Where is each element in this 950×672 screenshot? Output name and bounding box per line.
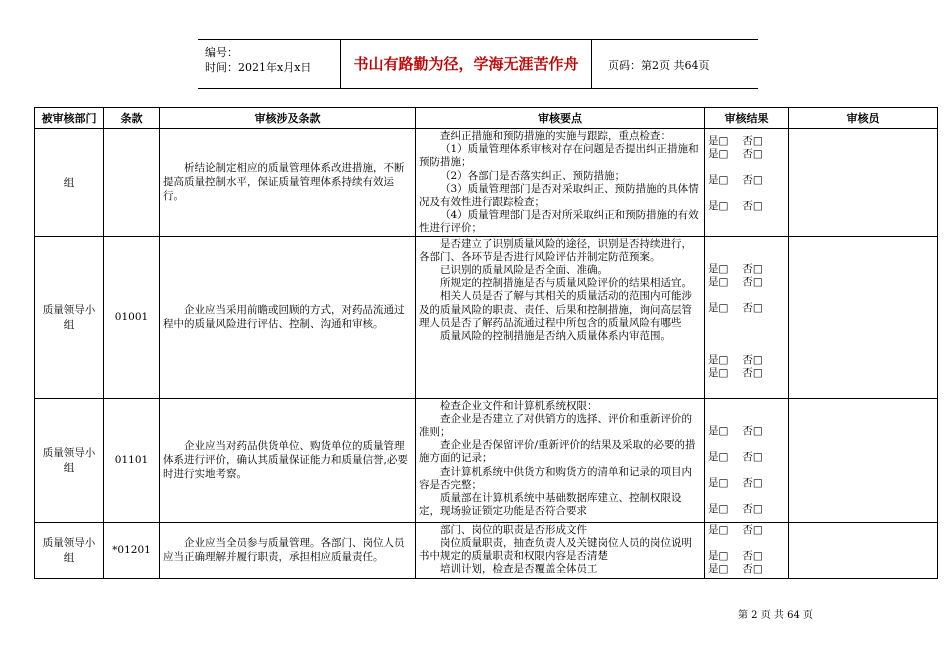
point-item: 查纠正措施和预防措施的实施与跟踪，重点检查： bbox=[440, 130, 671, 142]
time-label: 时间：2021年x月x日 bbox=[205, 61, 312, 74]
clause-text-cell: 企业应当对药品供货单位、购货单位的质量管理体系进行评价，确认其质量保证能力和质量信誉,必要时进行实地考察。 bbox=[160, 398, 416, 522]
audit-table bbox=[34, 107, 938, 579]
clause-text-cell: 企业应当全员参与质量管理。各部门、岗位人员应当正确理解并履行职责，承担相应质量责任。 bbox=[160, 522, 416, 578]
clause-cell: 01001 bbox=[104, 236, 160, 398]
point-item: 查企业是否保留评价/重新评价的结果及采取的必要的措施方面的记录； bbox=[419, 439, 696, 465]
col-header-dept: 被审核部门 bbox=[35, 108, 104, 129]
dept-cell: 质量领导小组 bbox=[35, 398, 104, 522]
results-cell bbox=[705, 522, 789, 578]
col-header-clause-text: 审核涉及条款 bbox=[160, 108, 416, 129]
points-cell bbox=[416, 522, 705, 578]
result-pair bbox=[708, 477, 785, 490]
results-cell bbox=[705, 398, 789, 522]
points-cell bbox=[416, 398, 705, 522]
clause-cell: 01101 bbox=[104, 398, 160, 522]
result-pair bbox=[708, 503, 785, 516]
point-item: 培训计划，检查是否覆盖全体员工 bbox=[440, 563, 598, 576]
result-pair bbox=[708, 425, 785, 438]
page-footer: 第 2 页 共 64 页 bbox=[738, 610, 813, 621]
table-header-row bbox=[35, 108, 938, 129]
no-checkbox[interactable]: 否□ bbox=[742, 200, 763, 212]
clause-text-cell: 企业应当采用前瞻或回顾的方式，对药品流通过程中的质量风险进行评估、控制、沟通和审核。 bbox=[160, 236, 416, 398]
col-header-points: 审核要点 bbox=[416, 108, 705, 129]
result-pair bbox=[708, 135, 785, 148]
auditor-cell[interactable] bbox=[789, 129, 938, 237]
points-cell bbox=[416, 129, 705, 237]
result-pair bbox=[708, 263, 785, 276]
point-item: （3）质量管理部门是否对采取纠正、预防措施的具体情况及有效性进行跟踪检查； bbox=[419, 182, 699, 209]
no-checkbox[interactable]: 否□ bbox=[742, 275, 763, 288]
dept-cell: 质量领导小组 bbox=[35, 522, 104, 578]
point-item: 部门、岗位的职责是否形成文件 bbox=[440, 523, 587, 536]
point-item: （4）质量管理部门是否对所采取纠正和预防措施的有效性进行评价； bbox=[419, 209, 699, 235]
page-header bbox=[198, 39, 758, 89]
yes-checkbox[interactable]: 是□ bbox=[708, 262, 729, 275]
yes-checkbox[interactable]: 是□ bbox=[708, 476, 729, 489]
point-item: 所规定的控制措施是否与质量风险评价的结果相适宜。 bbox=[440, 277, 692, 290]
no-checkbox[interactable]: 否□ bbox=[742, 353, 763, 366]
number-label: 编号： bbox=[205, 46, 238, 59]
result-pair bbox=[708, 550, 785, 563]
dept-cell: 组 bbox=[35, 129, 104, 237]
point-item: （1）质量管理体系审核对存在问题是否提出纠正措施和预防措施； bbox=[419, 143, 699, 169]
point-item: 相关人员是否了解与其相关的质量活动的范围内可能涉及的质量风险的职责、责任、后果和控制措施，询问高层管理人员是否了解药品流通过程中所包含的质量风险有哪些 bbox=[419, 290, 692, 329]
point-item: 质量风险的控制措施是否纳入质量体系内审范围。 bbox=[440, 330, 671, 343]
table-row bbox=[35, 236, 938, 398]
point-item: 检查企业文件和计算机系统权限： bbox=[440, 399, 598, 412]
result-pair bbox=[708, 354, 785, 367]
col-header-clause: 条款 bbox=[104, 108, 160, 129]
point-item: 查企业是否建立了对供销方的选择、评价和重新评价的准则； bbox=[419, 412, 692, 439]
yes-checkbox[interactable]: 是□ bbox=[708, 301, 729, 314]
yes-checkbox[interactable]: 是□ bbox=[708, 424, 729, 437]
dept-cell: 质量领导小组 bbox=[35, 236, 104, 398]
point-item: 质量部在计算机系统中基础数据库建立、控制权限设定，现场验证锁定功能是否符合要求 bbox=[419, 492, 682, 518]
no-checkbox[interactable]: 否□ bbox=[742, 549, 763, 562]
yes-checkbox[interactable]: 是□ bbox=[708, 562, 729, 575]
no-checkbox[interactable]: 否□ bbox=[742, 135, 763, 147]
no-checkbox[interactable]: 否□ bbox=[742, 148, 763, 160]
auditor-cell[interactable] bbox=[789, 398, 938, 522]
no-checkbox[interactable]: 否□ bbox=[742, 450, 763, 463]
no-checkbox[interactable]: 否□ bbox=[742, 476, 763, 489]
result-pair bbox=[708, 367, 785, 380]
no-checkbox[interactable]: 否□ bbox=[742, 562, 763, 575]
yes-checkbox[interactable]: 是□ bbox=[708, 450, 729, 463]
clause-cell bbox=[104, 129, 160, 237]
result-pair bbox=[708, 148, 785, 161]
results-cell bbox=[705, 236, 789, 398]
result-pair bbox=[708, 302, 785, 315]
auditor-cell[interactable] bbox=[789, 236, 938, 398]
yes-checkbox[interactable]: 是□ bbox=[708, 135, 729, 147]
points-cell bbox=[416, 236, 705, 398]
auditor-cell[interactable] bbox=[789, 522, 938, 578]
result-pair bbox=[708, 524, 785, 537]
no-checkbox[interactable]: 否□ bbox=[742, 424, 763, 437]
table-row bbox=[35, 522, 938, 578]
header-meta bbox=[205, 45, 311, 75]
col-header-auditor: 审核员 bbox=[789, 108, 938, 129]
result-pair bbox=[708, 174, 785, 187]
point-item: （2）各部门是否落实纠正、预防措施； bbox=[440, 169, 626, 182]
result-pair bbox=[708, 451, 785, 464]
result-pair bbox=[708, 200, 785, 213]
clause-cell: *01201 bbox=[104, 522, 160, 578]
yes-checkbox[interactable]: 是□ bbox=[708, 174, 729, 186]
yes-checkbox[interactable]: 是□ bbox=[708, 523, 729, 536]
results-cell bbox=[705, 129, 789, 237]
header-page-number: 页码：第2页 共64页 bbox=[608, 59, 710, 72]
point-item: 已识别的质量风险是否全面、准确。 bbox=[440, 264, 608, 277]
result-pair bbox=[708, 563, 785, 576]
table-row bbox=[35, 398, 938, 522]
yes-checkbox[interactable]: 是□ bbox=[708, 353, 729, 366]
yes-checkbox[interactable]: 是□ bbox=[708, 148, 729, 160]
table-row bbox=[35, 129, 938, 237]
yes-checkbox[interactable]: 是□ bbox=[708, 366, 729, 379]
no-checkbox[interactable]: 否□ bbox=[742, 301, 763, 314]
no-checkbox[interactable]: 否□ bbox=[742, 366, 763, 379]
yes-checkbox[interactable]: 是□ bbox=[708, 549, 729, 562]
yes-checkbox[interactable]: 是□ bbox=[708, 275, 729, 288]
yes-checkbox[interactable]: 是□ bbox=[708, 200, 729, 212]
no-checkbox[interactable]: 否□ bbox=[742, 502, 763, 515]
clause-text-cell: 析结论制定相应的质量管理体系改进措施，不断提高质量控制水平，保证质量管理体系持续有效运行。 bbox=[160, 129, 416, 237]
no-checkbox[interactable]: 否□ bbox=[742, 174, 763, 186]
header-motto: 书山有路勤为径，学海无涯苦作舟 bbox=[340, 40, 592, 88]
col-header-results: 审核结果 bbox=[705, 108, 789, 129]
no-checkbox[interactable]: 否□ bbox=[742, 262, 763, 275]
point-item: 查计算机系统中供货方和购货方的清单和记录的项目内容是否完整； bbox=[419, 465, 692, 491]
yes-checkbox[interactable]: 是□ bbox=[708, 502, 729, 515]
no-checkbox[interactable]: 否□ bbox=[742, 523, 763, 536]
result-pair bbox=[708, 276, 785, 289]
point-item: 岗位质量职责，抽查负责人及关键岗位人员的岗位说明书中规定的质量职责和权限内容是否清楚 bbox=[419, 536, 692, 563]
point-item: 是否建立了识别质量风险的途径，识别是否持续进行，各部门、各环节是否进行风险评估并制定防范预案。 bbox=[419, 237, 692, 263]
